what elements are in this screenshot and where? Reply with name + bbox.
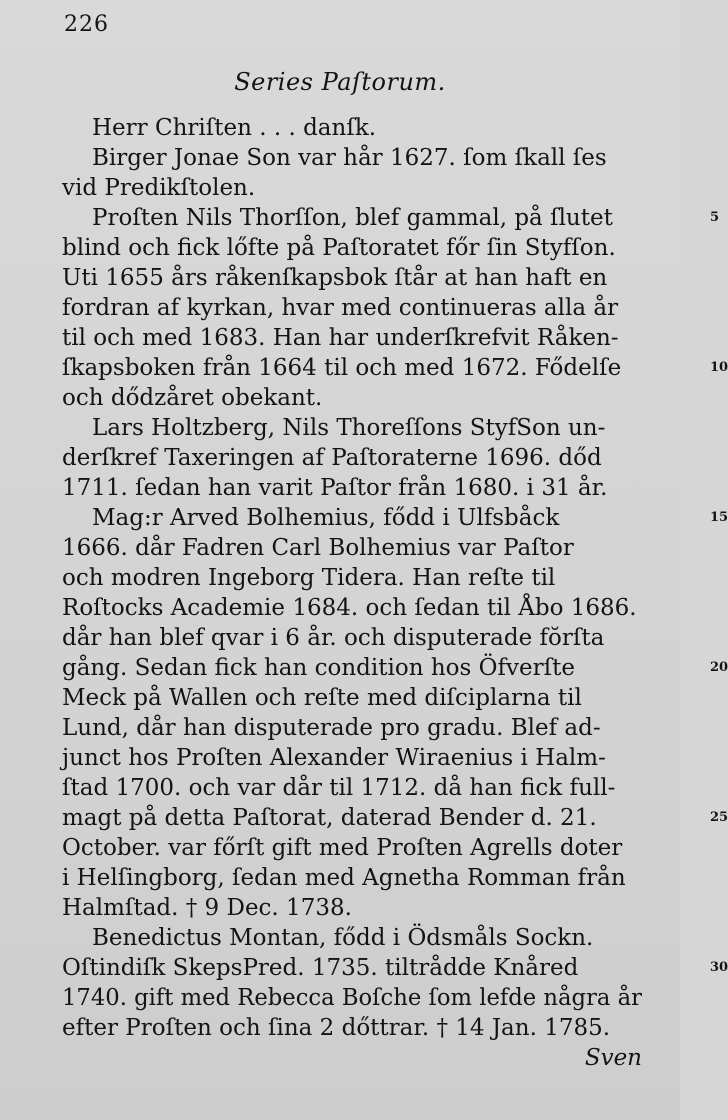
catchword: Sven [584, 1045, 642, 1071]
line-number: 15 [710, 510, 728, 525]
text-line: Uti 1655 års råkenſkapsbok ſtår at han haft en [62, 265, 608, 291]
text-line: och modren Ingeborg Tidera. Han reſte til [62, 565, 556, 591]
text-line: Lund, dår han disputerade pro gradu. Blef ad- [62, 715, 601, 741]
line-number: 10 [710, 360, 728, 375]
line-number: 30 [710, 960, 728, 975]
text-line: 1666. dår Fadren Carl Bolhemius var Paſtor [62, 535, 574, 561]
running-head: Series Paſtorum. [234, 68, 446, 96]
text-line: til och med 1683. Han har underſkrefvit Råken- [62, 325, 619, 351]
line-number: 25 [710, 810, 728, 825]
text-line: Benedictus Montan, fődd i Ödsmåls Sockn. [92, 925, 594, 951]
text-line: magt på detta Paſtorat, daterad Bender d. 21. 25 [62, 805, 728, 831]
text-line: Proſten Nils Thorſſon, blef gammal, på ſlutet 5 [92, 205, 720, 231]
text-line: derſkref Taxeringen af Paſtoraterne 1696. dőd [62, 445, 602, 471]
text-line: Lars Holtzberg, Nils Thoreſſons StyfSon un- [92, 415, 606, 441]
text-line: Halmſtad. † 9 Dec. 1738. [62, 895, 352, 921]
text-block [62, 113, 728, 1073]
text-line: dår han blef qvar i 6 år. och disputerade fŏrſta [62, 625, 605, 651]
text-line: ſkapsboken från 1664 til och med 1672. Fődelſe 10 [62, 355, 728, 381]
text-line: blind och fick lőfte på Paſtoratet főr ſin Styfſon. [62, 235, 616, 261]
text-line: junct hos Proſten Alexander Wiraenius i Halm- [62, 745, 606, 771]
text-line: October. var főrſt gift med Proſten Agrells doter [62, 835, 623, 861]
text-line: Meck på Wallen och reſte med diſciplarna til [62, 685, 582, 711]
text-line: Roſtocks Academie 1684. och ſedan til Åbo 1686. [62, 595, 637, 621]
line-number: 20 [710, 660, 728, 675]
text-line: ſtad 1700. och var dår til 1712. då han fick full- [62, 775, 616, 801]
text-line: Herr Chriſten . . . danſk. [92, 115, 377, 141]
text-line: Oſtindiſk SkepsPred. 1735. tiltrådde Knåred 30 [62, 955, 728, 981]
text-line: Mag:r Arved Bolhemius, fődd i Ulfsbåck 15 [92, 505, 728, 531]
text-line: i Helſingborg, ſedan med Agnetha Romman från [62, 865, 626, 891]
text-line: Birger Jonae Son var hår 1627. ſom ſkall ſes [92, 145, 607, 171]
line-number: 5 [710, 210, 720, 225]
page-number: 226 [64, 12, 109, 37]
text-line: och dődzåret obekant. [62, 385, 323, 411]
text-line: gång. Sedan fick han condition hos Öfverſte 20 [62, 655, 728, 681]
text-line: vid Predikſtolen. [62, 175, 256, 201]
text-line: fordran af kyrkan, hvar med continueras alla år [62, 295, 619, 321]
text-line: 1711. ſedan han varit Paſtor från 1680. i 31 år. [62, 475, 608, 501]
text-line: 1740. gift med Rebecca Boſche ſom lefde några år [62, 985, 642, 1011]
text-line: efter Proſten och ſina 2 dőttrar. † 14 Jan. 1785. [62, 1015, 611, 1041]
